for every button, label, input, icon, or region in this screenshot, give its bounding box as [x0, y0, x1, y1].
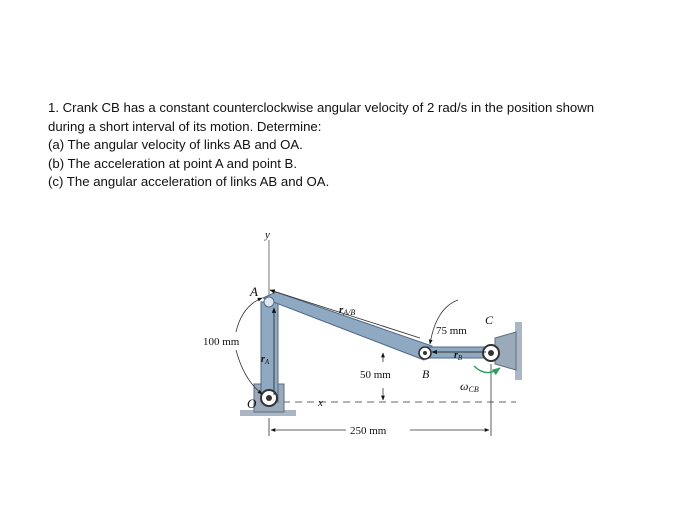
problem-intro: 1. Crank CB has a constant counterclockwise angular velocity of 2 rad/s in the position shown	[48, 100, 595, 115]
pin-c	[483, 345, 499, 361]
dimension-75-arc	[430, 300, 458, 344]
pin-o	[261, 390, 277, 406]
pin-a	[264, 297, 274, 307]
dimension-100-label: 100 mm	[203, 336, 240, 348]
y-axis-label: y	[265, 229, 270, 241]
point-b-label: B	[422, 367, 430, 381]
dimension-50-label: 50 mm	[360, 369, 391, 381]
problem-part-b: (b) The acceleration at point A and point B.	[48, 155, 298, 171]
point-a-label: A	[250, 284, 258, 299]
point-c-label: C	[485, 313, 494, 327]
vector-r-ab-label: rA/B	[339, 304, 356, 317]
vector-r-a-label: $r_A$	[261, 354, 270, 366]
link-ab	[263, 292, 432, 360]
omega-cb-arrow	[474, 366, 500, 373]
dimension-75-label: 75 mm	[436, 325, 467, 337]
dimension-100-arc	[236, 298, 262, 332]
problem-part-a: (a) The angular velocity of links AB and OA.	[48, 137, 303, 152]
problem-intro-continued: during a short interval of its motion. Determine:	[48, 118, 322, 134]
pin-b	[419, 347, 431, 359]
omega-cb-label: ωCB	[460, 379, 479, 394]
dimension-250-label: 250 mm	[350, 425, 387, 437]
problem-part-c: (c) The angular acceleration of links AB and OA.	[48, 174, 330, 189]
x-axis-label: x	[318, 397, 323, 409]
link-oa	[261, 302, 278, 402]
point-o-label: O	[247, 396, 257, 411]
vector-r-b-label: $r_B$	[454, 350, 463, 362]
